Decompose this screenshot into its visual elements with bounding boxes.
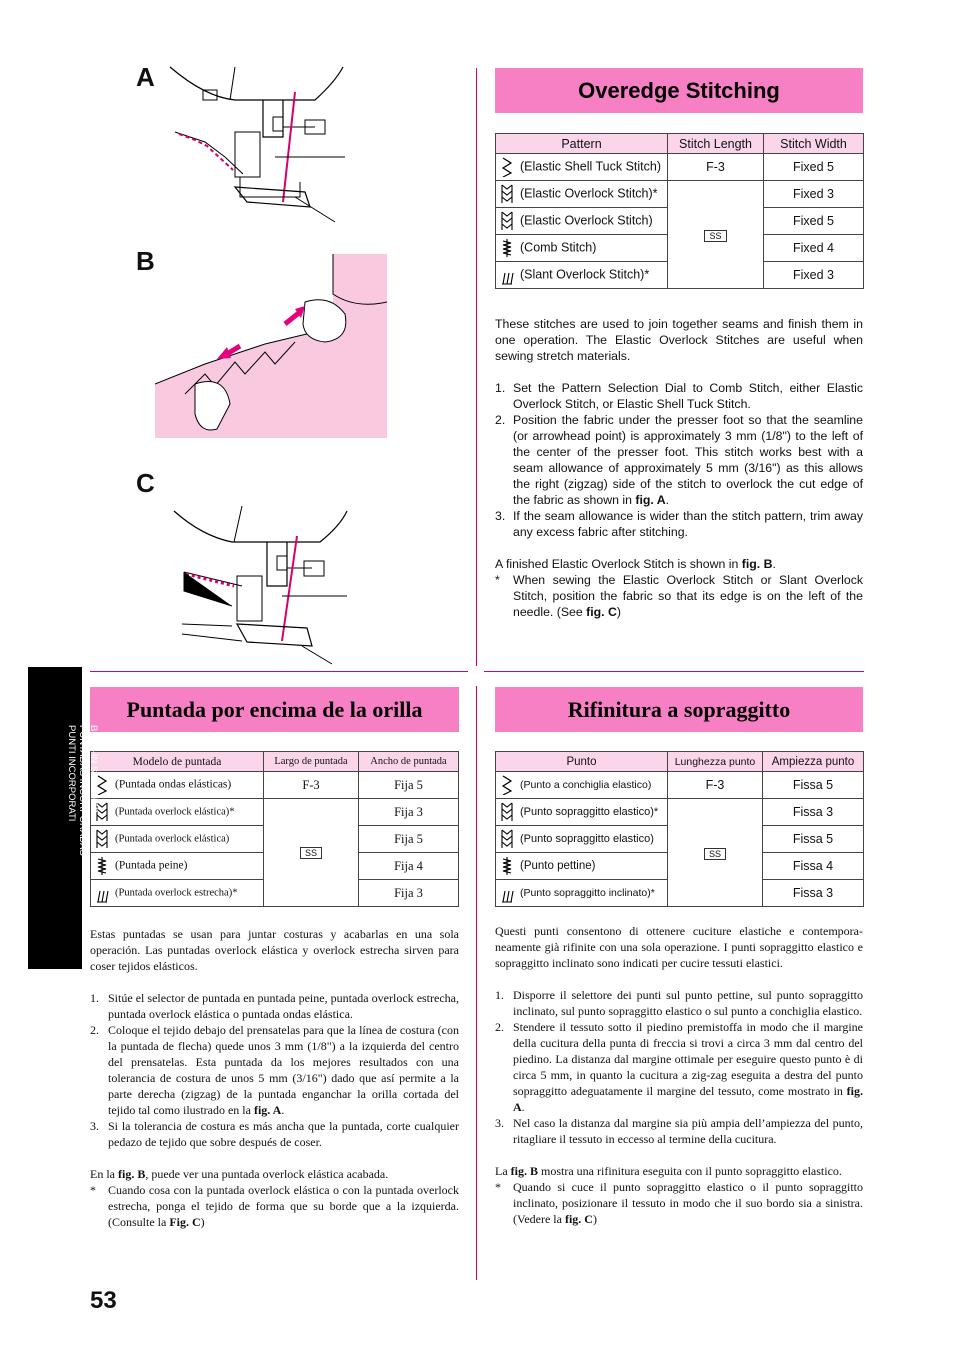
italian-note: * Quando si cuce il punto sopraggitto elastico o il punto sopraggitto inclinato, posizionare il tessuto in modo che il suo bordo sia a sinistra. (Vedere la fig. C) — [495, 1180, 863, 1226]
pattern-cell: (Punto sopraggitto inclinato)* — [496, 880, 668, 907]
list-item: 3. Si la tolerancia de costura es más ancha que la puntada, corte cualquier pedazo de tejido que sobre después de coser. — [90, 1119, 459, 1149]
pattern-cell: (Comb Stitch) — [496, 235, 668, 262]
width-cell: Fissa 3 — [763, 799, 864, 826]
pattern-cell: (Elastic Overlock Stitch) — [496, 208, 668, 235]
italian-body — [495, 923, 863, 1227]
vertical-divider-top — [476, 68, 477, 666]
list-item: 2. Coloque el tejido debajo del prensatelas para que la línea de costura (con la puntada de flecha) quede unos 3 mm (1/8") a la izquierda del centro del prensatelas. Esta puntada da los mejores resultados con una tolerancia de costura de unos 5 mm (3/16") dado que así permite a la parte derecha (zigzag) de la puntada enganchar la orilla cortada del tejido tal como ilustrado en la fig. A. — [90, 1023, 459, 1117]
header-width: Stitch Width — [764, 134, 864, 154]
pattern-cell: (Puntada overlock elástica) — [91, 826, 264, 853]
elastic-overlock-stitch-icon — [500, 211, 514, 231]
pattern-cell: (Punto sopraggitto elastico) — [496, 826, 668, 853]
width-cell: Fissa 5 — [763, 772, 864, 799]
english-section-title-bar — [495, 68, 863, 113]
list-item: 1. Set the Pattern Selection Dial to Comb Stitch, either Elastic Overlock Stitch, or Elastic Shell Tuck Stitch. — [495, 381, 863, 411]
pattern-cell: (Puntada overlock estrecha)* — [91, 880, 264, 907]
width-cell: Fixed 4 — [764, 235, 864, 262]
width-cell: Fija 4 — [359, 853, 459, 880]
header-width: Ancho de puntada — [359, 752, 459, 772]
length-cell-ss: SS — [668, 181, 764, 289]
horizontal-divider-left — [90, 671, 468, 672]
header-pattern: Modelo de puntada — [91, 752, 264, 772]
italian-intro: Questi punti consentono di ottenere cuciture elastiche e contempora-neamente già rifinite con una sola operazione. I punti sopraggitto elastico e sopraggitto inclinato sono indicati per cucire tessuti elastici. — [495, 924, 863, 970]
figure-b-illustration — [155, 254, 387, 438]
width-cell: Fija 3 — [359, 799, 459, 826]
comb-stitch-icon — [500, 238, 514, 258]
side-tab-italian: PUNTI INCORPORATI — [66, 725, 77, 822]
width-cell: Fissa 3 — [763, 880, 864, 907]
spanish-note: * Cuando cosa con la puntada overlock elástica o con la puntada overlock estrecha, ponga el tejido de forma que su borde que a la izquierda. (Consulte la Fig. C) — [90, 1183, 459, 1229]
comb-stitch-icon — [500, 856, 514, 876]
pattern-cell: (Punto a conchiglia elastico) — [496, 772, 668, 799]
pattern-cell: (Slant Overlock Stitch)* — [496, 262, 668, 289]
vertical-divider-bottom — [476, 686, 477, 1280]
elastic-overlock-stitch-icon — [500, 802, 514, 822]
list-item: 1. Sitúe el selector de puntada en puntada peine, puntada overlock estrecha, puntada overlock elástica o puntada ondas elástica. — [90, 991, 459, 1021]
length-cell: F-3 — [668, 154, 764, 181]
section-side-tab — [28, 667, 99, 969]
width-cell: Fixed 5 — [764, 154, 864, 181]
side-tab-english: BUILT-IN STITCHES — [88, 725, 99, 813]
page-number: 53 — [90, 1287, 117, 1314]
spanish-finished: En la fig. B, puede ver una puntada overlock elástica acabada. — [90, 1167, 389, 1181]
width-cell: Fissa 4 — [763, 853, 864, 880]
length-cell: F-3 — [264, 772, 359, 799]
pattern-cell: (Puntada peine) — [91, 853, 264, 880]
italian-finished: La fig. B mostra una rifinitura eseguita con il punto sopraggitto elastico. — [495, 1164, 842, 1178]
width-cell: Fissa 5 — [763, 826, 864, 853]
english-stitch-table — [495, 133, 864, 289]
table-row — [91, 799, 459, 826]
english-intro: These stitches are used to join together seams and finish them in one operation. The Elastic Overlock Stitches are useful when sewing stretch materials. — [495, 317, 863, 363]
header-width: Ampiezza punto — [763, 752, 864, 772]
english-section-title: Overedge Stitching — [578, 77, 780, 103]
figure-a-illustration — [165, 62, 350, 227]
width-cell: Fija 5 — [359, 826, 459, 853]
width-cell: Fixed 3 — [764, 181, 864, 208]
elastic-overlock-stitch-icon — [500, 829, 514, 849]
spanish-body — [90, 926, 459, 1230]
italian-stitch-table — [495, 751, 864, 907]
horizontal-divider-right — [484, 671, 864, 672]
spanish-intro: Estas puntadas se usan para juntar costuras y acabarlas en una sola operación. Las puntadas overlock elástica y overlock estrecha sirven para coser tejidos elásticos. — [90, 927, 459, 973]
elastic-overlock-stitch-icon — [500, 184, 514, 204]
spanish-section-title: Puntada por encima de la orilla — [126, 696, 423, 722]
spanish-section-title-bar — [90, 687, 459, 732]
table-row — [496, 154, 864, 181]
pattern-cell: (Puntada overlock elástica)* — [91, 799, 264, 826]
header-length: Lunghezza punto — [668, 752, 763, 772]
list-item: 1. Disporre il selettore dei punti sul punto pettine, sul punto sopraggitto inclinato, sul punto sopraggitto elastico o sul punto a conchiglia elastico. — [495, 988, 863, 1018]
header-pattern: Pattern — [496, 134, 668, 154]
width-cell: Fixed 5 — [764, 208, 864, 235]
shell-tuck-stitch-icon — [500, 775, 514, 795]
table-header-row — [91, 752, 459, 772]
pattern-cell: (Elastic Shell Tuck Stitch) — [496, 154, 668, 181]
width-cell: Fija 3 — [359, 880, 459, 907]
list-item: 3. If the seam allowance is wider than the stitch pattern, trim away any excess fabric after stitching. — [495, 509, 863, 539]
figure-c-illustration — [172, 506, 350, 666]
side-tab-spanish: PUNTADAS INCORPORADAS — [77, 725, 88, 856]
pattern-cell: (Punto pettine) — [496, 853, 668, 880]
pattern-cell: (Elastic Overlock Stitch)* — [496, 181, 668, 208]
table-row — [91, 772, 459, 799]
table-header-row — [496, 134, 864, 154]
slant-overlock-stitch-icon — [500, 265, 514, 285]
pattern-cell: (Punto sopraggitto elastico)* — [496, 799, 668, 826]
list-item: 3. Nel caso la distanza dal margine sia più ampia dell’ampiezza del punto, ritagliare il tessuto in eccesso al termine della cucitura. — [495, 1116, 863, 1146]
header-length: Stitch Length — [668, 134, 764, 154]
italian-section-title: Rifinitura a sopraggitto — [567, 696, 791, 722]
slant-overlock-stitch-icon — [500, 883, 514, 903]
shell-tuck-stitch-icon — [500, 157, 514, 177]
list-item: 2. Position the fabric under the presser foot so that the seamline (or arrowhead point) is approximately 3 mm (1/8") to the left of the center of the presser foot. This stitch works best with a seam allowance of approximately 5 mm (3/16") as this allows the right (zigzag) side of the stitch to overlock the cut edge of the fabric as shown in fig. A. — [495, 413, 863, 507]
english-note: * When sewing the Elastic Overlock Stitch or Slant Overlock Stitch, position the fabric so that its edge is on the left of the needle. (See fig. C) — [495, 573, 863, 619]
table-row — [496, 772, 864, 799]
length-cell: F-3 — [668, 772, 763, 799]
english-body — [495, 316, 863, 620]
length-cell-ss: SS — [668, 799, 763, 907]
table-header-row — [496, 752, 864, 772]
figure-label-a: A — [136, 62, 155, 92]
spanish-stitch-table — [90, 751, 459, 907]
list-item: 2. Stendere il tessuto sotto il piedino premistoffa in modo che il margine della cucitura della punta di freccia si trovi a circa 3 mm dal centro del piedino. La distanza dal margine ottimale per eseguire questo punto è di circa 5 mm, in quanto la cucitura a zig-zag eseguita a destra del punto sopraggitto adeguatamente il margine del tessuto, come mostrato in fig. A. — [495, 1020, 863, 1114]
table-row — [496, 799, 864, 826]
length-cell-ss: SS — [264, 799, 359, 907]
figure-label-b: B — [136, 246, 155, 276]
pattern-cell: (Puntada ondas elásticas) — [91, 772, 264, 799]
header-pattern: Punto — [496, 752, 668, 772]
english-finished: A finished Elastic Overlock Stitch is shown in fig. B. — [495, 557, 776, 571]
italian-section-title-bar — [495, 687, 863, 732]
header-length: Largo de puntada — [264, 752, 359, 772]
slant-overlock-stitch-icon — [95, 883, 109, 903]
width-cell: Fija 5 — [359, 772, 459, 799]
comb-stitch-icon — [95, 856, 109, 876]
figure-label-c: C — [136, 468, 155, 498]
width-cell: Fixed 3 — [764, 262, 864, 289]
table-row — [496, 181, 864, 208]
